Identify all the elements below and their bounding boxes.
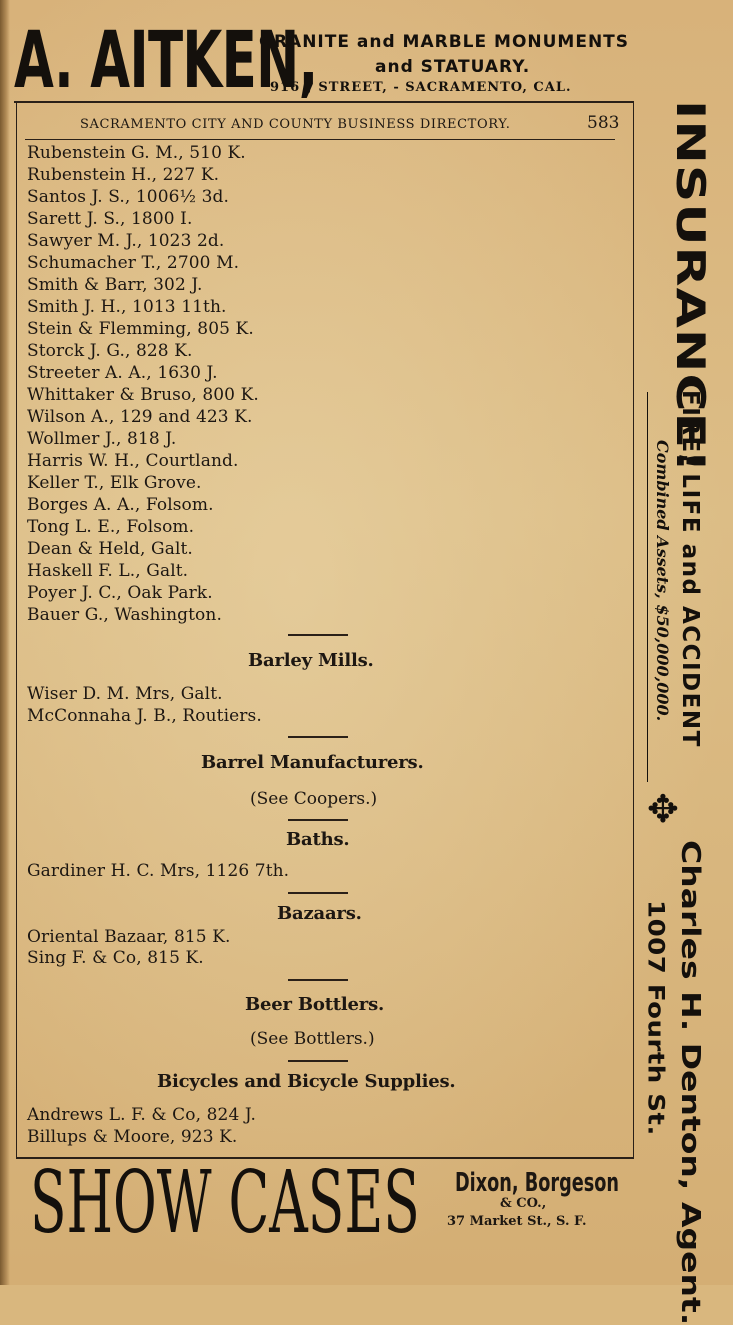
section-separator	[288, 634, 348, 636]
list-item: Wollmer J., 818 J.	[27, 429, 177, 449]
list-item: Sawyer M. J., 1023 2d.	[27, 231, 225, 251]
page-binding-edge	[0, 0, 10, 1285]
running-head: SACRAMENTO CITY AND COUNTY BUSINESS DIRECTORY.	[80, 117, 511, 132]
section-heading-baths: Baths.	[286, 829, 350, 850]
list-item: Schumacher T., 2700 M.	[27, 253, 240, 273]
ornament-icon: ✥	[647, 787, 679, 831]
side-ad-assets: Combined Assets, $50,000,000.	[653, 440, 672, 722]
list-item: Streeter A. A., 1630 J.	[27, 363, 218, 383]
cross-reference: (See Bottlers.)	[250, 1029, 375, 1049]
list-item: Storck J. G., 828 K.	[27, 341, 193, 361]
list-item: Wiser D. M. Mrs, Galt.	[27, 684, 223, 704]
bottom-ad-company: Dixon, Borgeson	[455, 1168, 619, 1198]
list-item: Bauer G., Washington.	[27, 605, 222, 625]
cross-reference: (See Coopers.)	[250, 789, 378, 809]
list-item: Dean & Held, Galt.	[27, 539, 193, 559]
section-heading-bazaars: Bazaars.	[277, 903, 362, 924]
list-item: Rubenstein H., 227 K.	[27, 165, 220, 185]
right-border	[633, 101, 634, 1158]
section-separator	[288, 892, 348, 894]
section-separator	[288, 736, 348, 738]
side-ad-agent: Charles H. Denton, Agent.	[675, 840, 706, 1325]
side-ad-insurance: INSURANCE!	[667, 100, 712, 474]
list-item: Borges A. A., Folsom.	[27, 495, 214, 515]
left-border	[16, 101, 17, 1158]
bottom-ad-company-suffix: & CO.,	[500, 1196, 547, 1211]
side-ad-fire-life-accident: FIRE, LIFE and ACCIDENT	[677, 390, 703, 748]
section-separator	[288, 819, 348, 821]
side-ad-rule	[647, 392, 648, 782]
list-item: Gardiner H. C. Mrs, 1126 7th.	[27, 861, 290, 881]
header-rule	[14, 101, 634, 103]
list-item: Stein & Flemming, 805 K.	[27, 319, 254, 339]
bottom-ad-title: SHOW CASES	[30, 1153, 420, 1253]
list-item: Harris W. H., Courtland.	[27, 451, 239, 471]
list-item: Smith & Barr, 302 J.	[27, 275, 203, 295]
header-ad-address: 916 J STREET, - SACRAMENTO, CAL.	[270, 80, 572, 95]
running-head-rule	[25, 139, 615, 140]
section-heading-barley-mills: Barley Mills.	[248, 650, 374, 671]
section-heading-beer-bottlers: Beer Bottlers.	[245, 994, 385, 1015]
list-item: Andrews L. F. & Co, 824 J.	[27, 1105, 256, 1125]
list-item: Whittaker & Bruso, 800 K.	[27, 385, 259, 405]
list-item: Tong L. E., Folsom.	[27, 517, 195, 537]
header-ad-line2: and STATUARY.	[375, 57, 531, 77]
list-item: Haskell F. L., Galt.	[27, 561, 189, 581]
header-ad-name: A. AITKEN,	[14, 16, 318, 106]
list-item: Keller T., Elk Grove.	[27, 473, 202, 493]
page-number: 583	[587, 113, 620, 133]
list-item: Smith J. H., 1013 11th.	[27, 297, 227, 317]
list-item: Rubenstein G. M., 510 K.	[27, 143, 246, 163]
list-item: Billups & Moore, 923 K.	[27, 1127, 238, 1147]
side-ad-address: 1007 Fourth St.	[642, 900, 668, 1136]
list-item: McConnaha J. B., Routiers.	[27, 706, 262, 726]
header-ad-line1: GRANITE and MARBLE MONUMENTS	[259, 32, 630, 52]
section-separator	[288, 1060, 348, 1062]
list-item: Poyer J. C., Oak Park.	[27, 583, 213, 603]
section-heading-bicycles: Bicycles and Bicycle Supplies.	[157, 1071, 456, 1092]
list-item: Sarett J. S., 1800 I.	[27, 209, 193, 229]
list-item: Wilson A., 129 and 423 K.	[27, 407, 253, 427]
section-heading-barrel-manufacturers: Barrel Manufacturers.	[201, 752, 424, 773]
list-item: Sing F. & Co, 815 K.	[27, 948, 204, 968]
list-item: Oriental Bazaar, 815 K.	[27, 927, 231, 947]
list-item: Santos J. S., 1006½ 3d.	[27, 187, 230, 207]
bottom-ad-address: 37 Market St., S. F.	[447, 1214, 587, 1229]
section-separator	[288, 979, 348, 981]
